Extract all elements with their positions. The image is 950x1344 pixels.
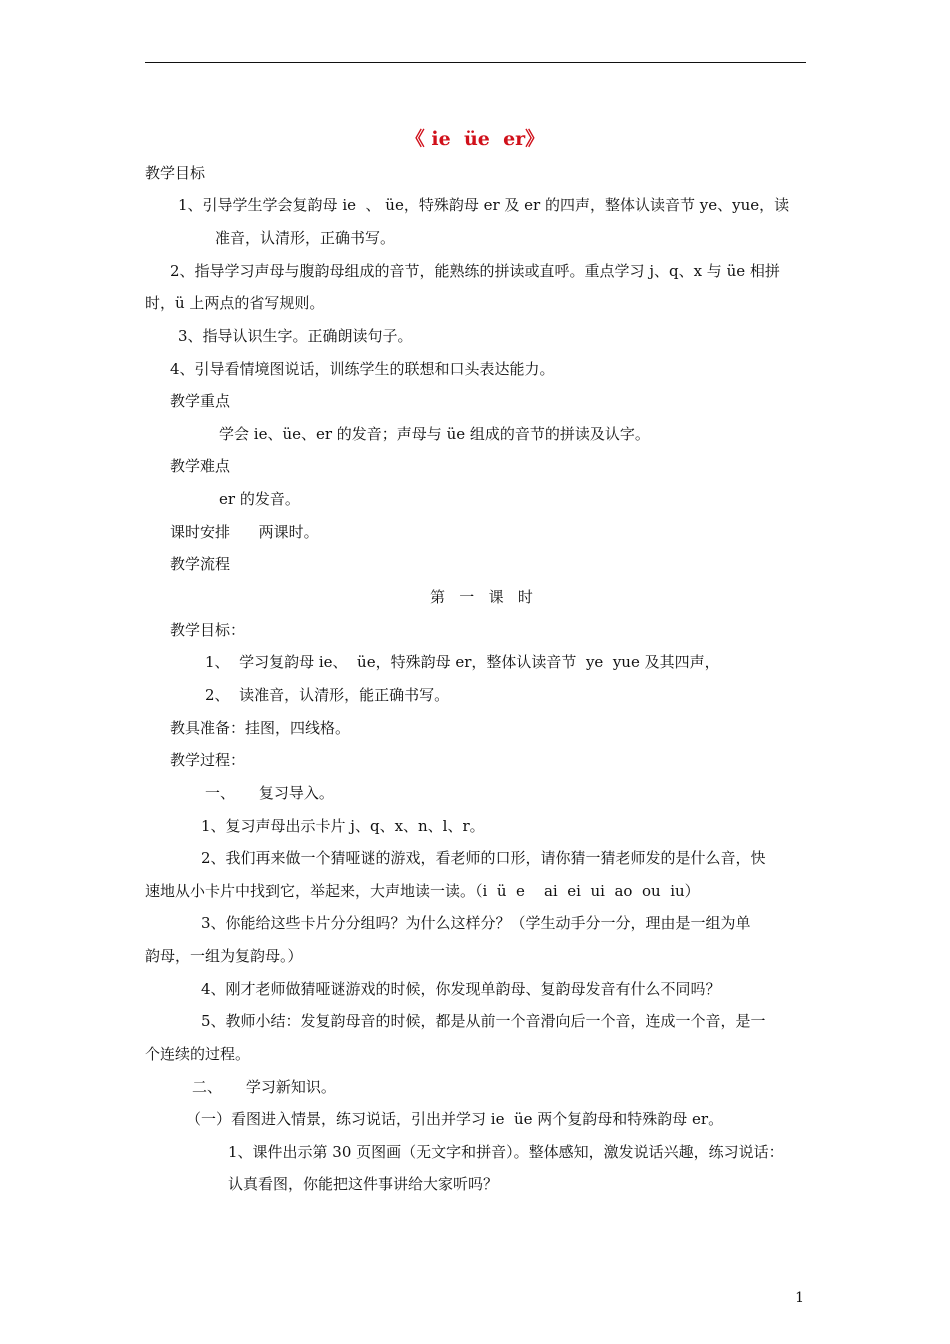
text-line: 3、指导认识生字。正确朗读句子。 [178,327,413,345]
text-line: 学会 ie、üe、er 的发音；声母与 üe 组成的音节的拼读及认字。 [219,425,650,443]
text-line: （一）看图进入情景，练习说话，引出并学习 ie üe 两个复韵母和特殊韵母 er。 [186,1110,724,1128]
section-heading: 教学目标： [170,621,246,639]
section-heading: 教学过程： [170,751,246,769]
text-line: 速地从小卡片中找到它，举起来，大声地读一读。（i ü e ai ei ui ao ou iu） [145,882,700,900]
text-line: 5、教师小结：发复韵母音的时候，都是从前一个音滑向后一个音，连成一个音，是一 [201,1012,766,1030]
text-line: 1、复习声母出示卡片 j、q、x、n、l、r。 [201,817,485,835]
section-heading: 教学难点 [170,457,231,475]
page-number: 1 [795,1290,804,1306]
text-line: er 的发音。 [219,490,300,508]
text-line: 个连续的过程。 [145,1045,251,1063]
text-line: 3、你能给这些卡片分分组吗？为什么这样分？（学生动手分一分，理由是一组为单 [201,914,751,932]
text-line: 教具准备：挂图，四线格。 [170,719,351,737]
section-heading: 教学流程 [170,555,231,573]
section-heading: 教学重点 [170,392,231,410]
text-line: 一、 复习导入。 [205,784,334,802]
text-line: 4、引导看情境图说话，训练学生的联想和口头表达能力。 [170,360,555,378]
text-line: 1、 学习复韵母 ie、 üe，特殊韵母 er，整体认读音节 ye yue 及其四声， [205,653,720,671]
page-title: 《 ie üe er》 [405,128,545,150]
text-line: 准音，认清形，正确书写。 [215,229,396,247]
text-line: 1、课件出示第 30 页图画（无文字和拼音）。整体感知，激发说话兴趣，练习说话： [228,1143,784,1161]
text-line: 二、 学习新知识。 [192,1078,336,1096]
text-line: 2、指导学习声母与腹韵母组成的音节，能熟练的拼读或直呼。重点学习 j、q、x 与 üe 相拼 [170,262,780,280]
section-heading: 教学目标 [145,164,206,182]
text-line: 1、引导学生学会复韵母 ie 、 üe，特殊韵母 er 及 er 的四声，整体认读音节 ye、yue，读 [178,196,790,214]
text-line: 认真看图，你能把这件事讲给大家听吗？ [228,1175,499,1193]
lesson-heading: 第 一 课 时 [430,588,533,606]
header-rule [145,62,806,63]
text-line: 4、刚才老师做猜哑谜游戏的时候，你发现单韵母、复韵母发音有什么不同吗？ [201,980,721,998]
text-line: 课时安排 两课时。 [170,523,319,541]
text-line: 韵母，一组为复韵母。） [145,947,303,965]
text-line: 时，ü 上两点的省写规则。 [145,294,325,312]
text-line: 2、 读准音，认清形，能正确书写。 [205,686,450,704]
text-line: 2、我们再来做一个猜哑谜的游戏，看老师的口形，请你猜一猜老师发的是什么音，快 [201,849,766,867]
